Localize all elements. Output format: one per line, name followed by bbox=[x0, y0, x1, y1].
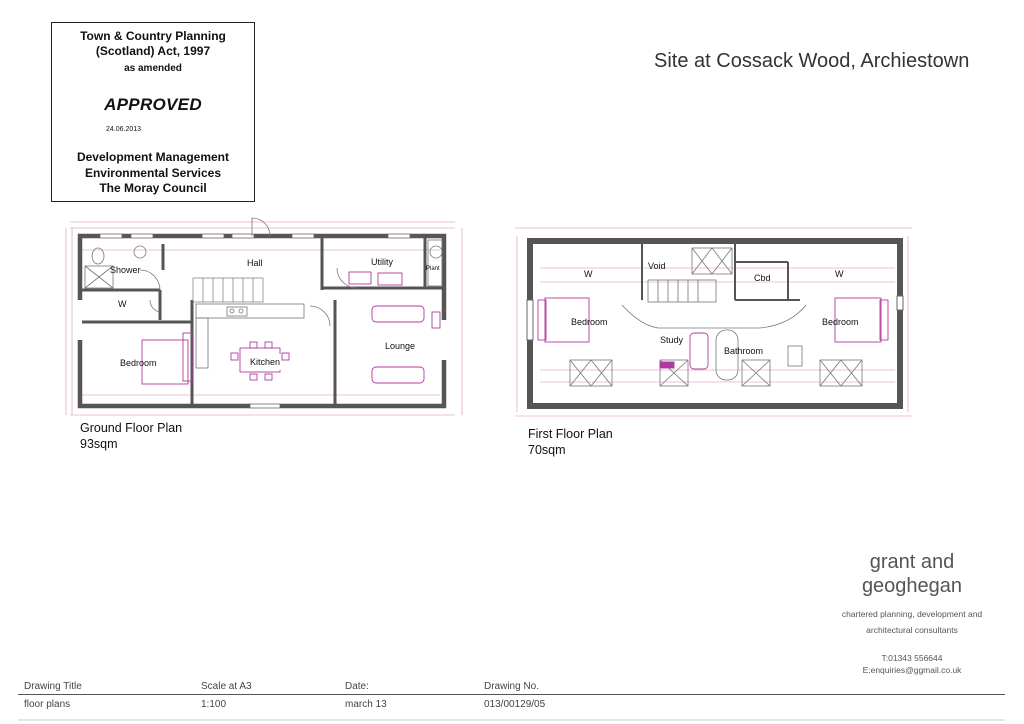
scale-value: 1:100 bbox=[201, 699, 227, 710]
brand-name-line1: grant and bbox=[869, 551, 955, 573]
room-label-void: Void bbox=[648, 261, 666, 271]
ground-stairs bbox=[193, 278, 263, 302]
scale-label: Scale at A3 bbox=[201, 681, 252, 692]
title-block-drawing-number bbox=[484, 680, 545, 713]
stamp-act-line1: Town & Country Planning bbox=[80, 29, 226, 43]
room-label-bedroom: Bedroom bbox=[120, 358, 157, 368]
brand-tagline-line1: chartered planning, development and bbox=[841, 609, 983, 619]
stamp-act-line2: (Scotland) Act, 1997 bbox=[95, 44, 211, 58]
drawing-title-label: Drawing Title bbox=[24, 681, 82, 692]
room-label-bedroom-left: Bedroom bbox=[571, 317, 608, 327]
stamp-dept-line1: Development Management bbox=[76, 150, 230, 164]
brand-email: E:enquiries@ggmail.co.uk bbox=[862, 665, 962, 675]
title-block bbox=[18, 680, 1005, 720]
date-value: march 13 bbox=[345, 699, 387, 710]
stamp-status: APPROVED bbox=[104, 95, 202, 114]
room-label-shower: Shower bbox=[110, 265, 141, 275]
room-label-lounge: Lounge bbox=[385, 341, 416, 351]
first-internal-walls bbox=[642, 244, 800, 300]
room-label-plant: Plant bbox=[426, 266, 440, 272]
drawing-title-value: floor plans bbox=[24, 699, 71, 710]
title-block-date bbox=[345, 680, 387, 713]
first-floor-area: 70sqm bbox=[528, 443, 566, 457]
ground-floor-plan bbox=[66, 218, 462, 415]
drawing-number-value: 013/00129/05 bbox=[484, 699, 546, 710]
stamp-dept-line3: The Moray Council bbox=[99, 181, 207, 195]
room-label-study: Study bbox=[660, 335, 684, 345]
room-label-bathroom: Bathroom bbox=[724, 346, 764, 356]
stamp-amended: as amended bbox=[124, 63, 182, 74]
first-floor-caption bbox=[528, 426, 613, 458]
ground-floor-caption bbox=[80, 420, 182, 452]
brand-name-line2: geoghegan bbox=[861, 575, 963, 597]
ground-floor-title: Ground Floor Plan bbox=[80, 421, 183, 435]
title-block-drawing-title bbox=[24, 680, 82, 713]
brand-tagline-line2: architectural consultants bbox=[866, 625, 958, 635]
room-label-cupboard: Cbd bbox=[754, 273, 771, 283]
date-label: Date: bbox=[345, 681, 369, 692]
stamp-dept-line2: Environmental Services bbox=[84, 165, 222, 180]
brand-tagline bbox=[830, 606, 994, 638]
brand-name bbox=[830, 550, 994, 598]
consultant-branding bbox=[830, 550, 994, 676]
room-label-kitchen: Kitchen bbox=[249, 354, 281, 370]
drawing-number-label: Drawing No. bbox=[484, 681, 540, 692]
title-block-scale bbox=[201, 680, 252, 713]
brand-phone: T:01343 556644 bbox=[881, 653, 943, 663]
room-label-hall: Hall bbox=[247, 258, 263, 268]
room-label-wardrobe-left: W bbox=[584, 269, 593, 279]
room-label-wardrobe-right: W bbox=[835, 269, 844, 279]
first-furniture bbox=[538, 298, 888, 369]
ground-dimension-lines bbox=[66, 222, 462, 415]
first-stairs bbox=[622, 280, 806, 380]
first-floor-title: First Floor Plan bbox=[528, 427, 613, 441]
site-title: Site at Cossack Wood, Archiestown bbox=[654, 50, 970, 72]
brand-contact bbox=[830, 652, 994, 676]
room-label-bedroom-right: Bedroom bbox=[822, 317, 859, 327]
room-label-wardrobe: W bbox=[118, 299, 127, 309]
ground-floor-area: 93sqm bbox=[80, 437, 118, 451]
room-label-utility: Utility bbox=[371, 257, 393, 267]
stamp-date: 24.06.2013 bbox=[106, 126, 142, 133]
